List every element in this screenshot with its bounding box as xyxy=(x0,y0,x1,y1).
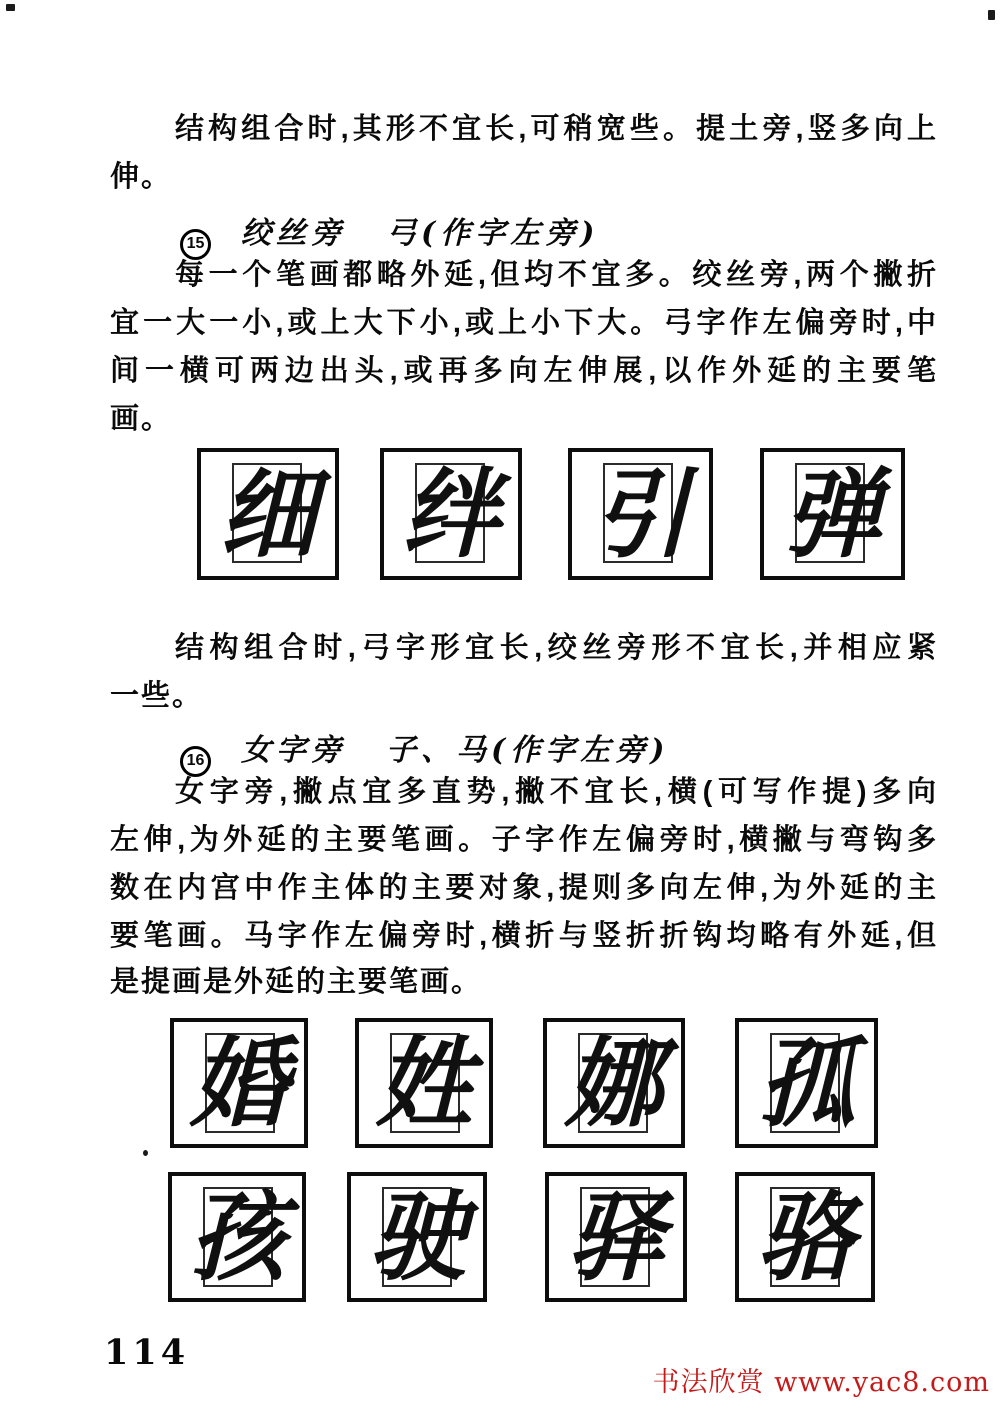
example-char-box xyxy=(380,448,522,580)
example-character: 姓 xyxy=(375,1025,473,1140)
paragraph-line: 间一横可两边出头,或再多向左伸展,以作外延的主要笔 xyxy=(110,355,938,387)
example-character: 驶 xyxy=(368,1179,466,1294)
paragraph-line: 结构组合时,其形不宜长,可稍宽些。提土旁,竖多向上 xyxy=(175,113,938,145)
example-char-box xyxy=(545,1172,687,1302)
section-title: 女字旁 xyxy=(241,733,346,768)
section-title: 绞丝旁 xyxy=(241,216,346,251)
paragraph-line: 结构组合时,弓字形宜长,绞丝旁形不宜长,并相应紧 xyxy=(175,632,938,664)
site-watermark: 书法欣赏 www.yac8.com xyxy=(652,1367,990,1398)
example-char-box xyxy=(170,1018,308,1148)
paragraph-line: 宜一大一小,或上大下小,或上小下大。弓字作左偏旁时,中 xyxy=(110,307,938,339)
example-character: 引 xyxy=(592,456,689,571)
paragraph-line: 要笔画。马字作左偏旁时,横折与竖折折钩均略有外延,但 xyxy=(110,920,938,952)
example-character: 弹 xyxy=(784,456,881,571)
page-number: 114 xyxy=(104,1332,190,1373)
example-char-box xyxy=(543,1018,685,1148)
paragraph-line: 每一个笔画都略外延,但均不宜多。绞丝旁,两个撇折 xyxy=(175,259,938,291)
scan-noise xyxy=(988,10,995,20)
section-subtitle: 弓(作字左旁) xyxy=(386,216,600,251)
example-char-box xyxy=(760,448,905,580)
paragraph-line: 一些。 xyxy=(110,680,204,712)
section-heading-15 xyxy=(180,208,599,260)
example-char-box xyxy=(168,1172,306,1302)
example-character: 娜 xyxy=(565,1025,663,1140)
paragraph-line: 画。 xyxy=(110,403,173,435)
example-char-box xyxy=(735,1172,875,1302)
example-character: 绊 xyxy=(402,456,500,571)
scan-noise xyxy=(143,1150,148,1156)
example-character: 婚 xyxy=(190,1025,288,1140)
paragraph-line: 女字旁,撇点宜多直势,撇不宜长,横(可写作提)多向 xyxy=(175,776,938,808)
paragraph-line: 是提画是外延的主要笔画。 xyxy=(110,966,483,998)
paragraph-line: 数在内宫中作主体的主要对象,提则多向左伸,为外延的主 xyxy=(110,872,938,904)
section-heading-16 xyxy=(180,725,669,777)
example-character: 细 xyxy=(219,456,317,571)
example-character: 孤 xyxy=(758,1025,855,1140)
example-character: 孩 xyxy=(188,1179,286,1294)
section-subtitle: 子、马(作字左旁) xyxy=(386,733,670,768)
example-character: 驿 xyxy=(567,1179,665,1294)
example-char-box xyxy=(347,1172,487,1302)
circled-number-16: 16 xyxy=(180,746,211,777)
circled-number-15: 15 xyxy=(180,229,211,260)
paragraph-line: 左伸,为外延的主要笔画。子字作左偏旁时,横撇与弯钩多 xyxy=(110,824,938,856)
example-char-box xyxy=(197,448,339,580)
example-char-box xyxy=(355,1018,493,1148)
example-char-box xyxy=(568,448,713,580)
scan-noise xyxy=(6,4,15,11)
paragraph-line: 伸。 xyxy=(110,161,173,193)
example-char-box xyxy=(735,1018,878,1148)
example-character: 骆 xyxy=(756,1179,854,1294)
